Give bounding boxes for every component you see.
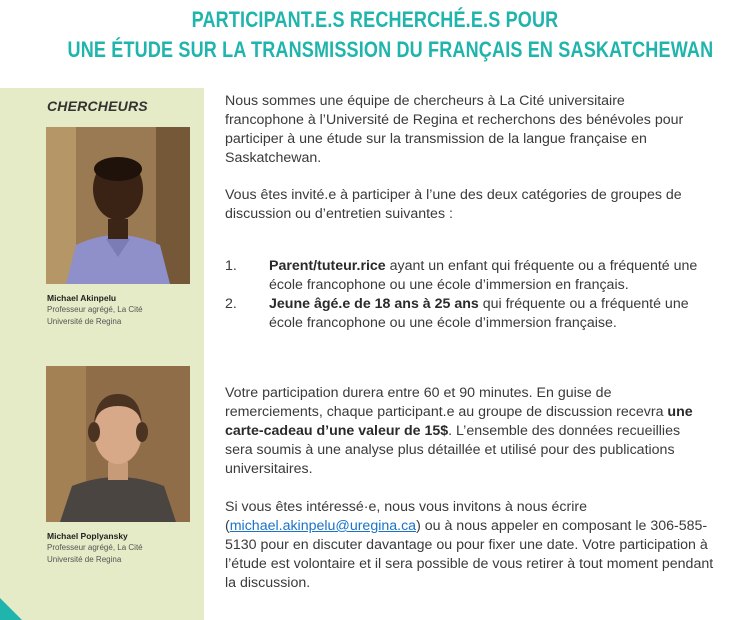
email-link[interactable]: michael.akinpelu@uregina.ca bbox=[229, 518, 417, 534]
researcher-name: Michael Poplyansky bbox=[47, 531, 128, 541]
contact-text-end: ) ou à nous appeler en composant le 306-585-5130 pour en discuter davantage ou pour fixer une date. Votre participation à l’étude est volontaire et il sera possible de vous retirer à tout moment pendant la discussion. bbox=[225, 518, 714, 591]
sidebar-heading: CHERCHEURS bbox=[47, 98, 148, 114]
list-item bbox=[225, 257, 709, 295]
title-line-2: UNE ÉTUDE SUR LA TRANSMISSION DU FRANÇAIS EN SASKATCHEWAN bbox=[67, 37, 714, 62]
participation-paragraph bbox=[225, 384, 703, 479]
researcher-title: Professeur agrégé, La Cité bbox=[47, 543, 143, 552]
title-line-1: PARTICIPANT.E.S RECHERCHÉ.E.S POUR bbox=[191, 7, 559, 32]
page-title bbox=[67, 0, 714, 65]
list-number: 2. bbox=[225, 296, 237, 312]
researcher-institution: Université de Regina bbox=[47, 317, 122, 326]
gift-card-highlight: une carte-cadeau d’une valeur de 15$ bbox=[225, 404, 693, 439]
intro-paragraph: Nous sommes une équipe de chercheurs à La Cité universitaire francophone à l’Université de Regina et recherchons des bénévoles pour participer à une étude sur la transmission de la langue française en Saskatchewan. bbox=[225, 93, 684, 166]
list-number: 1. bbox=[225, 258, 237, 274]
invite-paragraph: Vous êtes invité.e à participer à l’une des deux catégories de groupes de discussion ou d’entretien suivantes : bbox=[225, 187, 682, 222]
list-item-text: qui fréquente ou a fréquenté une école francophone ou une école d’immersion française. bbox=[269, 296, 689, 331]
corner-accent bbox=[0, 598, 22, 620]
list-item bbox=[225, 295, 709, 333]
category-list bbox=[225, 257, 725, 333]
researcher-caption-1 bbox=[47, 292, 143, 328]
list-item-bold: Jeune âgé.e de 18 ans à 25 ans bbox=[269, 296, 479, 312]
list-item-text: ayant un enfant qui fréquente ou a fréquenté une école francophone ou une école d’immersion en français. bbox=[269, 258, 698, 293]
researcher-title: Professeur agrégé, La Cité bbox=[47, 305, 143, 314]
contact-text: Si vous êtes intéressé·e, nous vous invitons à nous écrire ( bbox=[225, 499, 587, 534]
participation-text: Votre participation durera entre 60 et 90 minutes. En guise de remerciements, chaque participant.e au groupe de discussion recevra bbox=[225, 385, 668, 420]
contact-paragraph bbox=[225, 498, 715, 593]
researcher-caption-2 bbox=[47, 530, 143, 566]
researcher-photo-poplyansky bbox=[46, 366, 190, 522]
participation-text-end: . L’ensemble des données recueillies sera soumis à une analyse plus détaillée et utilisé pour des publications universitaires. bbox=[225, 423, 681, 477]
researcher-name: Michael Akinpelu bbox=[47, 293, 117, 303]
researcher-institution: Université de Regina bbox=[47, 555, 122, 564]
researcher-photo-akinpelu bbox=[46, 127, 190, 284]
list-item-bold: Parent/tuteur.rice bbox=[269, 258, 386, 274]
